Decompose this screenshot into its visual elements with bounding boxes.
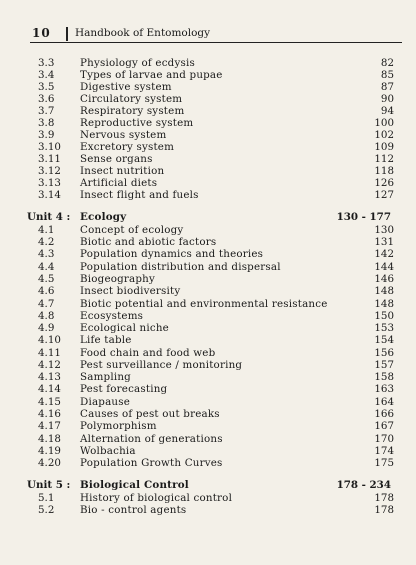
section-number: 4.12: [38, 359, 61, 371]
page-number: 174: [374, 445, 394, 457]
page-number: 100: [374, 117, 394, 129]
section-title: Biotic potential and environmental resistance: [80, 298, 328, 310]
section-title: Artificial diets: [80, 177, 158, 189]
toc-entry: [0, 224, 416, 236]
section-number: 5.2: [38, 504, 55, 516]
unit-page-range: 178 - 234: [336, 479, 391, 491]
page-number: 131: [374, 236, 394, 248]
section-number: 3.5: [38, 81, 55, 93]
section-title: Sampling: [80, 371, 131, 383]
toc-entry: [0, 310, 416, 322]
toc-entry: [0, 347, 416, 359]
section-title: Ecological niche: [80, 322, 169, 334]
section-title: Alternation of generations: [80, 433, 223, 445]
section-number: 4.4: [38, 261, 55, 273]
toc-entry: [0, 57, 416, 69]
section-number: 4.10: [38, 334, 61, 346]
section-number: 4.5: [38, 273, 55, 285]
section-number: 3.6: [38, 93, 55, 105]
unit-heading: [0, 211, 416, 223]
page-number: 85: [380, 69, 394, 81]
toc-entry: [0, 141, 416, 153]
section-title: Insect flight and fuels: [80, 189, 199, 201]
toc-entry: [0, 177, 416, 189]
section-number: 4.18: [38, 433, 61, 445]
toc-entry: [0, 433, 416, 445]
toc-entry: [0, 322, 416, 334]
toc-entry: [0, 153, 416, 165]
section-number: 4.9: [38, 322, 55, 334]
section-title: Life table: [80, 334, 132, 346]
header-divider: [66, 27, 68, 41]
page-number: 178: [374, 504, 394, 516]
section-number: 4.7: [38, 298, 55, 310]
toc-entry: [0, 129, 416, 141]
page-number: 166: [374, 408, 394, 420]
section-title: Pest surveillance / monitoring: [80, 359, 243, 371]
toc-entry: [0, 334, 416, 346]
toc-entry: [0, 117, 416, 129]
section-number: 3.8: [38, 117, 55, 129]
section-title: Digestive system: [80, 81, 172, 93]
toc-entry: [0, 492, 416, 504]
toc-entry: [0, 457, 416, 469]
section-number: 4.6: [38, 285, 55, 297]
section-title: Biotic and abiotic factors: [80, 236, 217, 248]
section-number: 3.12: [38, 165, 61, 177]
page-number: 154: [374, 334, 394, 346]
section-number: 3.14: [38, 189, 61, 201]
section-number: 4.16: [38, 408, 61, 420]
toc-entry: [0, 261, 416, 273]
toc-entry: [0, 105, 416, 117]
toc-entry: [0, 408, 416, 420]
page-number: 148: [374, 285, 394, 297]
page-number: 153: [374, 322, 394, 334]
section-number: 5.1: [38, 492, 55, 504]
page-number: 94: [380, 105, 394, 117]
section-number: 4.3: [38, 248, 55, 260]
section-number: 3.10: [38, 141, 61, 153]
section-title: Nervous system: [80, 129, 167, 141]
section-title: History of biological control: [80, 492, 233, 504]
page-number: 170: [374, 433, 394, 445]
section-number: 4.11: [38, 347, 61, 359]
toc-entry: [0, 248, 416, 260]
unit-page-range: 130 - 177: [336, 211, 391, 223]
page-number: 142: [374, 248, 394, 260]
section-title: Excretory system: [80, 141, 175, 153]
toc-entry: [0, 445, 416, 457]
section-title: Food chain and food web: [80, 347, 216, 359]
section-number: 4.2: [38, 236, 55, 248]
unit-label: Unit 5 :: [27, 479, 71, 491]
toc-entry: [0, 396, 416, 408]
section-title: Diapause: [80, 396, 131, 408]
page-number: 126: [374, 177, 394, 189]
section-title: Concept of ecology: [80, 224, 184, 236]
section-title: Sense organs: [80, 153, 153, 165]
section-title: Types of larvae and pupae: [80, 69, 223, 81]
section-title: Causes of pest out breaks: [80, 408, 220, 420]
toc-entry: [0, 69, 416, 81]
page-number: 130: [374, 224, 394, 236]
section-title: Bio - control agents: [80, 504, 187, 516]
page-number: 118: [374, 165, 394, 177]
toc-entry: [0, 273, 416, 285]
toc-entry: [0, 81, 416, 93]
page-number: 157: [374, 359, 394, 371]
section-title: Population dynamics and theories: [80, 248, 264, 260]
unit-title: Ecology: [80, 211, 127, 223]
header-page-number: 10: [32, 26, 51, 40]
running-header: [30, 26, 402, 43]
unit-label: Unit 4 :: [27, 211, 71, 223]
page-number: 163: [374, 383, 394, 395]
page-number: 150: [374, 310, 394, 322]
section-number: 4.17: [38, 420, 61, 432]
section-number: 3.7: [38, 105, 55, 117]
page-number: 158: [374, 371, 394, 383]
section-title: Reproductive system: [80, 117, 194, 129]
section-title: Insect biodiversity: [80, 285, 181, 297]
section-title: Population distribution and dispersal: [80, 261, 281, 273]
page-number: 87: [380, 81, 394, 93]
section-title: Population Growth Curves: [80, 457, 223, 469]
section-title: Biogeography: [80, 273, 156, 285]
section-title: Pest forecasting: [80, 383, 168, 395]
toc-entry: [0, 298, 416, 310]
section-number: 4.8: [38, 310, 55, 322]
toc-entry: [0, 504, 416, 516]
section-title: Physiology of ecdysis: [80, 57, 195, 69]
page-number: 148: [374, 298, 394, 310]
section-number: 3.9: [38, 129, 55, 141]
section-title: Wolbachia: [80, 445, 136, 457]
page-number: 90: [380, 93, 394, 105]
section-number: 3.13: [38, 177, 61, 189]
page-number: 146: [374, 273, 394, 285]
page-number: 82: [380, 57, 394, 69]
page-number: 175: [374, 457, 394, 469]
toc-entry: [0, 383, 416, 395]
page-number: 144: [374, 261, 394, 273]
toc-entry: [0, 420, 416, 432]
section-number: 3.4: [38, 69, 55, 81]
header-book-title: Handbook of Entomology: [75, 27, 211, 39]
page-number: 178: [374, 492, 394, 504]
section-title: Respiratory system: [80, 105, 185, 117]
section-title: Circulatory system: [80, 93, 183, 105]
toc-entry: [0, 371, 416, 383]
toc-entry: [0, 236, 416, 248]
page-number: 167: [374, 420, 394, 432]
page-number: 127: [374, 189, 394, 201]
toc-entry: [0, 359, 416, 371]
toc-entry: [0, 165, 416, 177]
section-title: Ecosystems: [80, 310, 144, 322]
section-number: 4.19: [38, 445, 61, 457]
section-title: Polymorphism: [80, 420, 157, 432]
section-number: 4.14: [38, 383, 61, 395]
section-number: 4.20: [38, 457, 61, 469]
section-number: 3.3: [38, 57, 55, 69]
section-number: 3.11: [38, 153, 61, 165]
page-number: 102: [374, 129, 394, 141]
page-number: 164: [374, 396, 394, 408]
toc-entry: [0, 285, 416, 297]
section-number: 4.1: [38, 224, 55, 236]
unit-heading: [0, 479, 416, 491]
page-number: 156: [374, 347, 394, 359]
page-number: 112: [374, 153, 394, 165]
unit-title: Biological Control: [80, 479, 189, 491]
toc-entry: [0, 189, 416, 201]
section-title: Insect nutrition: [80, 165, 165, 177]
section-number: 4.15: [38, 396, 61, 408]
toc-entry: [0, 93, 416, 105]
section-number: 4.13: [38, 371, 61, 383]
page-number: 109: [374, 141, 394, 153]
